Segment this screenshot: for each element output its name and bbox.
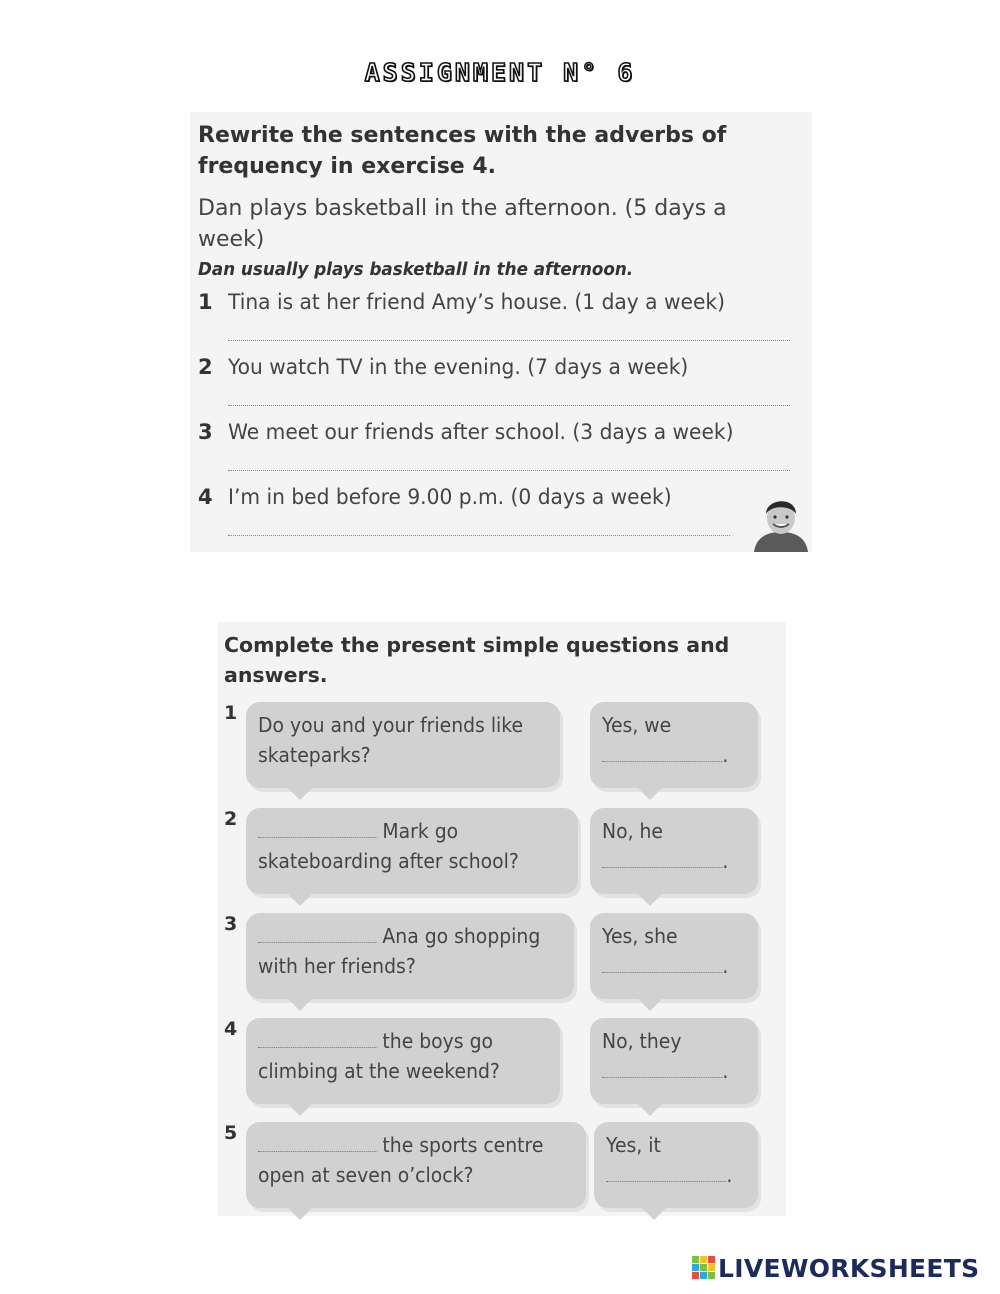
item-number: 3 <box>198 420 213 444</box>
item-sentence: I’m in bed before 9.00 p.m. (0 days a week) <box>228 485 672 510</box>
answer-end: . <box>726 1163 733 1187</box>
answer-blank[interactable] <box>602 955 722 973</box>
exercise-rewrite-panel <box>190 112 812 552</box>
answer-bubble <box>590 1018 758 1104</box>
answer-end: . <box>722 849 729 873</box>
logo-text: LIVEWORKSHEETS <box>718 1253 980 1283</box>
page-title: ASSIGNMENT N° 6 <box>364 58 636 87</box>
answer-blank[interactable] <box>602 1060 722 1078</box>
item-number: 1 <box>224 702 238 724</box>
question-row <box>218 1122 786 1222</box>
answer-end: . <box>722 954 729 978</box>
answer-bubble <box>590 808 758 894</box>
question-row <box>218 913 786 1013</box>
example-sentence: Dan plays basketball in the afternoon. (5 days a week) <box>198 196 727 252</box>
item-number: 5 <box>224 1122 238 1144</box>
question-blank[interactable] <box>258 1030 376 1048</box>
question-bubble <box>246 1122 586 1208</box>
answer-start: Yes, she <box>602 924 678 948</box>
answer-line[interactable] <box>228 470 790 471</box>
answer-blank[interactable] <box>606 1164 726 1182</box>
item-sentence: You watch TV in the evening. (7 days a week) <box>228 355 689 380</box>
question-text: Mark go skateboarding after school? <box>258 819 519 873</box>
answer-blank[interactable] <box>602 850 722 868</box>
answer-start: Yes, it <box>606 1133 661 1157</box>
rewrite-item <box>198 420 798 482</box>
question-bubble <box>246 1018 560 1104</box>
exercise-heading: Rewrite the sentences with the adverbs of frequency in exercise 4. <box>198 123 727 179</box>
item-sentence: Tina is at her friend Amy’s house. (1 day a week) <box>228 290 725 315</box>
question-row <box>218 702 786 802</box>
answer-end: . <box>722 1059 729 1083</box>
item-number: 4 <box>198 485 213 509</box>
question-bubble <box>246 808 578 894</box>
answer-bubble <box>594 1122 758 1208</box>
logo-grid-icon <box>692 1256 716 1280</box>
question-text: Do you and your friends like skateparks? <box>258 713 524 767</box>
rewrite-item <box>198 355 798 417</box>
question-blank[interactable] <box>258 1134 376 1152</box>
question-row <box>218 1018 786 1118</box>
boy-avatar-icon <box>752 492 810 552</box>
question-text: the boys go climbing at the weekend? <box>258 1029 500 1083</box>
item-number: 2 <box>224 808 238 830</box>
answer-start: Yes, we <box>602 713 672 737</box>
question-text: Ana go shopping with her friends? <box>258 924 541 978</box>
question-blank[interactable] <box>258 820 376 838</box>
answer-line[interactable] <box>228 405 790 406</box>
answer-line[interactable] <box>228 340 790 341</box>
item-number: 1 <box>198 290 213 314</box>
exercise-questions-panel <box>218 622 786 1216</box>
item-number: 4 <box>224 1018 238 1040</box>
answer-bubble <box>590 913 758 999</box>
question-bubble <box>246 702 560 788</box>
answer-line[interactable] <box>228 535 730 536</box>
question-row <box>218 808 786 908</box>
answer-start: No, they <box>602 1029 682 1053</box>
item-number: 3 <box>224 913 238 935</box>
answer-end: . <box>722 743 729 767</box>
question-blank[interactable] <box>258 925 376 943</box>
answer-blank[interactable] <box>602 744 722 762</box>
answer-bubble <box>590 702 758 788</box>
exercise-heading: Complete the present simple questions and answers. <box>224 633 730 687</box>
liveworksheets-logo <box>692 1253 979 1283</box>
item-number: 2 <box>198 355 213 379</box>
item-sentence: We meet our friends after school. (3 days a week) <box>228 420 734 445</box>
rewrite-item <box>198 290 798 352</box>
rewrite-item <box>198 485 798 547</box>
example-answer: Dan usually plays basketball in the afternoon. <box>198 259 634 280</box>
answer-start: No, he <box>602 819 664 843</box>
question-text: the sports centre open at seven o’clock? <box>258 1133 544 1187</box>
question-bubble <box>246 913 574 999</box>
